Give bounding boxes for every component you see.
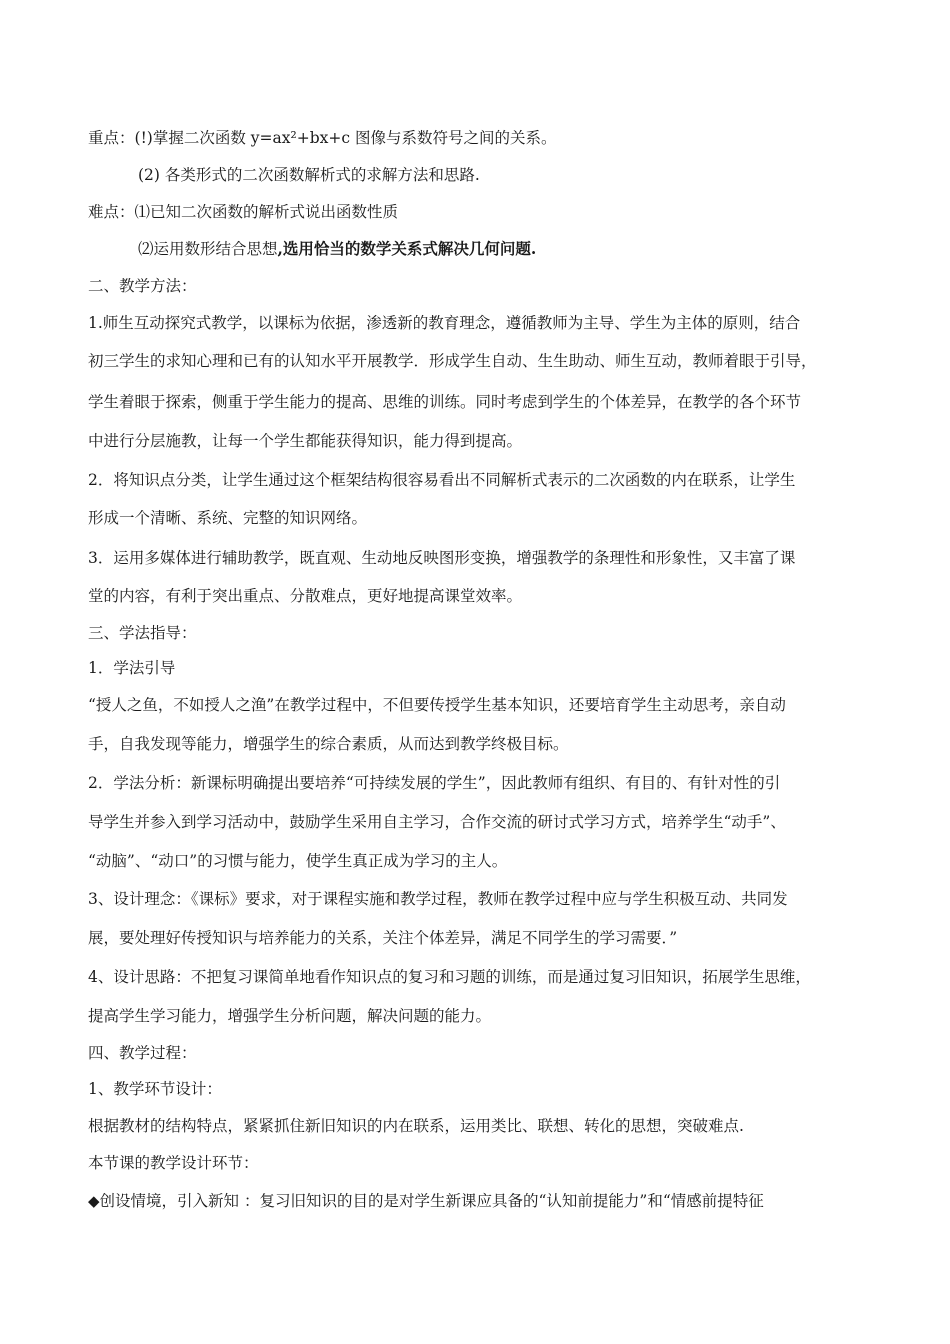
section-2-p3-line-1: 3．运用多媒体进行辅助教学，既直观、生动地反映图形变换，增强教学的条理性和形象性，又丰富了课: [88, 549, 796, 567]
section-2-p2-line-2: 形成一个清晰、系统、完整的知识网络。: [88, 509, 368, 527]
key-point-1: (!)掌握二次函数 y=ax²+bx+c 图像与系数符号之间的关系。: [134, 129, 557, 147]
key-points-line-1: [88, 128, 878, 148]
section-2-p1-line-1: 1.师生互动探究式教学，以课标为依据，渗透新的教育理念，遵循教师为主导、学生为主体的原则，结合: [88, 314, 801, 332]
section-2-p3-line-2: 堂的内容，有利于突出重点、分散难点，更好地提高课堂效率。: [88, 587, 523, 605]
difficult-point-1: ⑴已知二次函数的解析式说出函数性质: [134, 203, 399, 221]
section-4-sub-1: 1、教学环节设计：: [88, 1080, 222, 1098]
section-3-heading: 三、学法指导：: [88, 624, 197, 642]
section-4-heading: 四、教学过程：: [88, 1044, 197, 1062]
difficult-point-2: [138, 239, 928, 259]
difficult-point-2-bold: ,选用恰当的数学关系式解决几何问题.: [277, 239, 537, 258]
key-points-label: 重点：: [88, 129, 135, 147]
section-2-p1-line-4: 中进行分层施教，让每一个学生都能获得知识，能力得到提高。: [88, 432, 523, 450]
difficult-points-label: 难点：: [88, 203, 135, 221]
section-3-p3-line-1: 3、设计理念：《课标》要求，对于课程实施和教学过程，教师在教学过程中应与学生积极互动、共同发: [88, 890, 788, 908]
section-2-p2-line-1: 2．将知识点分类，让学生通过这个框架结构很容易看出不同解析式表示的二次函数的内在联系，让学生: [88, 471, 796, 489]
section-3-p1-line-1: “授人之鱼，不如授人之渔”在教学过程中，不但要传授学生基本知识，还要培育学生主动思考，亲自动: [88, 696, 786, 714]
section-3-p2-line-2: 导学生并参入到学习活动中，鼓励学生采用自主学习，合作交流的研讨式学习方式，培养学生“动手”、: [88, 813, 786, 831]
section-4-p1: 根据教材的结构特点，紧紧抓住新旧知识的内在联系，运用类比、联想、转化的思想，突破难点.: [88, 1117, 744, 1135]
section-2-p1-line-2: 初三学生的求知心理和已有的认知水平开展教学．形成学生自动、生生助动、师生互动，教师着眼于引导，: [88, 352, 817, 370]
section-3-p3-line-2: 展，要处理好传授知识与培养能力的关系，关注个体差异，满足不同学生的学习需要．”: [88, 929, 678, 947]
section-3-p2-line-3: “动脑”、“动口”的习惯与能力，使学生真正成为学习的主人。: [88, 852, 508, 870]
diamond-bullet-icon: ◆: [88, 1192, 100, 1210]
section-2-heading: 二、教学方法：: [88, 277, 197, 295]
difficult-point-2-prefix: ⑵运用数形结合思想: [138, 240, 278, 258]
section-3-p4-line-2: 提高学生学习能力，增强学生分析问题，解决问题的能力。: [88, 1007, 492, 1025]
section-3-p1-line-2: 手，自我发现等能力，增强学生的综合素质，从而达到教学终极目标。: [88, 735, 569, 753]
section-2-p1-line-3: 学生着眼于探索，侧重于学生能力的提高、思维的训练。同时考虑到学生的个体差异，在教学的各个环节: [88, 393, 802, 411]
section-4-bullet-line: [88, 1191, 878, 1211]
section-3-p2-line-1: 2．学法分析：新课标明确提出要培养“可持续发展的学生”，因此教师有组织、有目的、有针对性的引: [88, 774, 781, 792]
section-3-p4-line-1: 4、设计思路：不把复习课简单地看作知识点的复习和习题的训练，而是通过复习旧知识，拓展学生思维，: [88, 968, 811, 986]
key-point-2: (2) 各类形式的二次函数解析式的求解方法和思路.: [138, 166, 480, 184]
section-4-bullet-text: 创设情境，引入新知 ：复习旧知识的目的是对学生新课应具备的“认知前提能力”和“情感前提特征: [99, 1192, 764, 1210]
difficult-points-line-1: [88, 202, 878, 222]
section-3-sub-1: 1．学法引导: [88, 659, 176, 677]
section-4-p2: 本节课的教学设计环节：: [88, 1154, 259, 1172]
